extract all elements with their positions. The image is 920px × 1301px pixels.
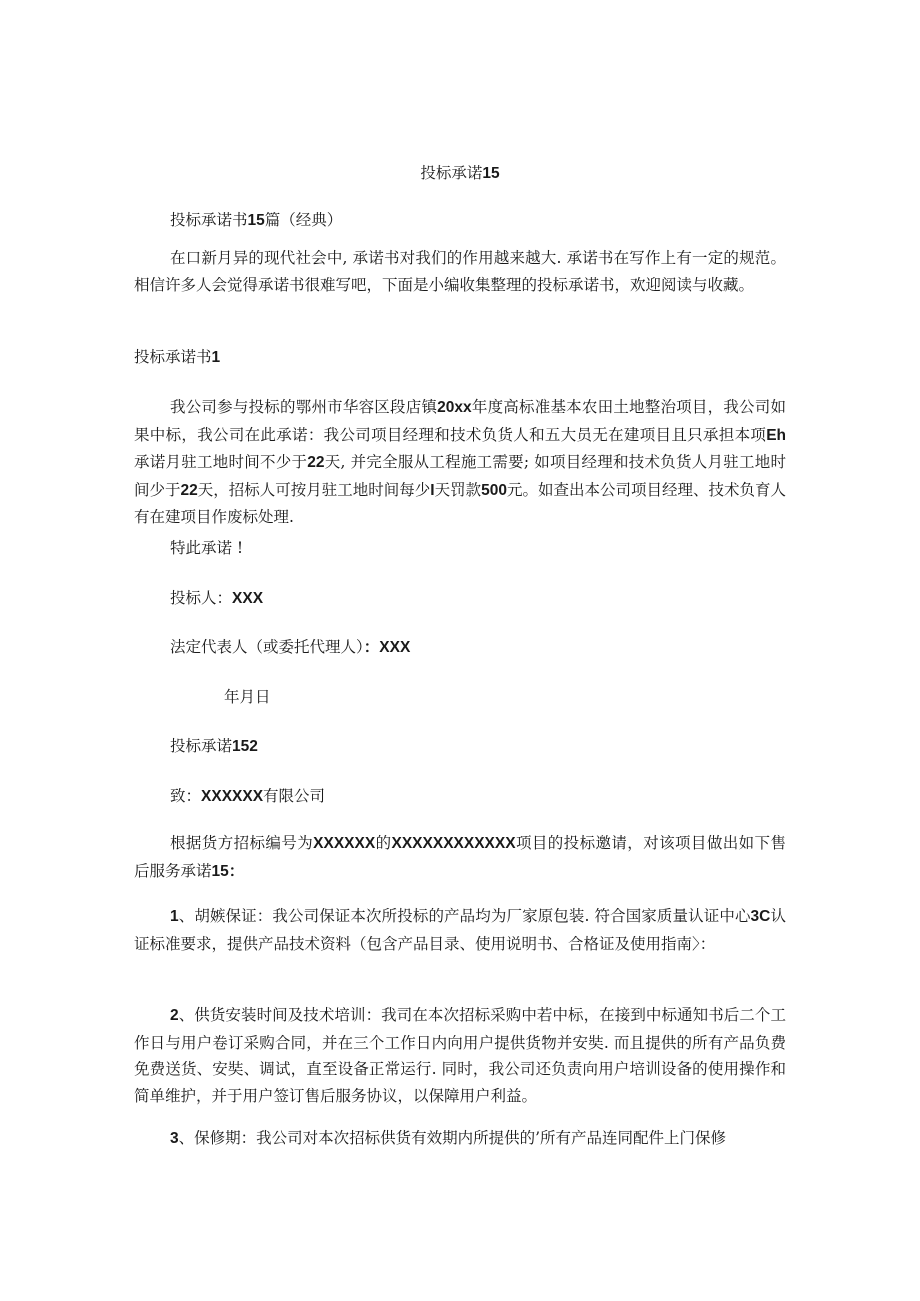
intro-paragraph: 在口新月异的现代社会中, 承诺书对我们的作用越来越大. 承诺书在写作上有一定的规范。相信许多人会觉得承诺书很难写吧，下面是小编收集整理的投标承诺书，欢迎阅读与收藏。 [134, 249, 786, 294]
document-subtitle: 投标承诺书15篇（经典） [170, 211, 343, 229]
document-title: 投标承诺15 [420, 164, 500, 182]
service-item-2: 2、供货安装时间及技术培训：我司在本次招标采购中若中标，在接到中标通知书后二个工作日与用户卷订采购合同，并在三个工作日内向用户提供货物并安奘. 而且提供的所有产品负费免费送货、安奘、调试，直至设备正常运行. 同时，我公司还负责向用户培训设备的使用操作和简单维护，并于用户签订售后服务协议，以保障用户利益。 [134, 1006, 786, 1105]
representative-line: 法定代表人（或委托代理人）：XXX [170, 638, 411, 656]
service-item-3: 3、保修期：我公司对本次招标供货有效期内所提供的’所有产品连同配件上门保修 [170, 1129, 727, 1147]
service-intro-paragraph: 根据货方招标编号为XXXXXX的XXXXXXXXXXXX项目的投标邀请，对该项目做出如下售后服务承诺15： [134, 834, 786, 880]
section-heading-2: 投标承诺152 [170, 737, 258, 755]
service-item-1: 1、胡嫉保证：我公司保证本次所投标的产品均为厂家原包装. 符合国家质量认证中心3C认证标准要求，提供产品技术资料（包含产品目录、使用说明书、合格证及使用指南〉： [134, 907, 786, 953]
bidder-line: 投标人：XXX [170, 589, 264, 607]
date-line: 年月日 [224, 688, 271, 706]
section-heading-1: 投标承诺书1 [134, 348, 221, 366]
commitment-paragraph-1: 我公司参与投标的鄂州市华容区段店镇20xx年度高标准基本农田土地整治项目，我公司如果中标，我公司在此承诺：我公司项目经理和技术负货人和五大员无在建项目且只承担本项Eh承诺月驻工地时间不少于22天, 并完全服从工程施工需要; 如项目经理和技术负货人月驻工地时间少于22天，招标人可按月驻工地时间每少I天罚款500元。如查出本公司项目经理、技术负育人有在建项目作废标处理. [134, 398, 786, 526]
addressee-line: 致：XXXXXX有限公司 [170, 787, 326, 805]
special-commitment: 特此承诺 ! [170, 539, 244, 557]
